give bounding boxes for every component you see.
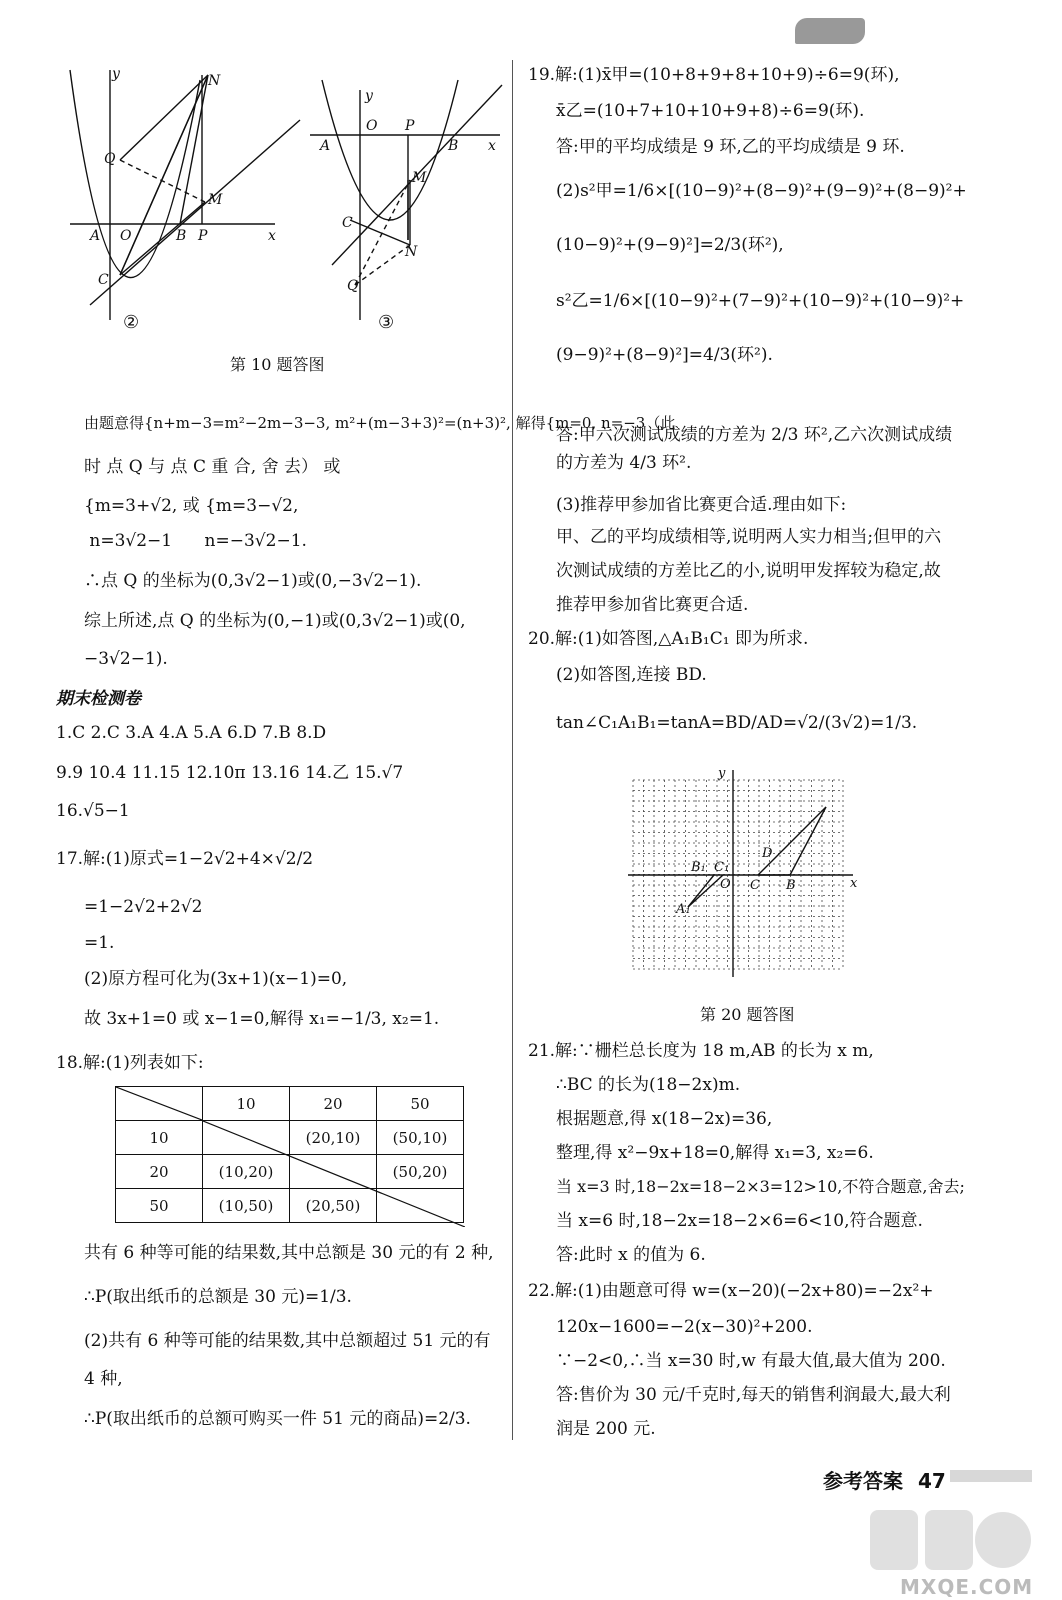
fig20-grid-diagram bbox=[628, 765, 868, 980]
text-line: (2)共有 6 种等可能的结果数,其中总额超过 51 元的有 bbox=[84, 1331, 491, 1351]
text-line: 推荐甲参加省比赛更合适. bbox=[556, 595, 749, 615]
fig10-label: A bbox=[320, 138, 331, 154]
text-line: 答:此时 x 的值为 6. bbox=[556, 1245, 706, 1265]
fig10-diagram bbox=[60, 60, 510, 360]
text-line: 当 x=3 时,18−2x=18−2×3=12>10,不符合题意,舍去; bbox=[556, 1177, 965, 1196]
footer-label: 参考答案 bbox=[823, 1469, 903, 1493]
text-line: (2)s²甲=1/6×[(10−9)²+(8−9)²+(9−9)²+(8−9)²+ bbox=[556, 181, 967, 201]
text-line: 22.解:(1)由题意可得 w=(x−20)(−2x+80)=−2x²+ bbox=[528, 1281, 934, 1301]
fig10-label: C bbox=[342, 215, 353, 231]
fig20-label: C bbox=[750, 878, 760, 893]
table-cell: 50 bbox=[116, 1189, 203, 1223]
fig10-label: y bbox=[365, 88, 373, 104]
text-line: 120x−1600=−2(x−30)²+200. bbox=[556, 1317, 813, 1337]
footer-bar bbox=[950, 1470, 1032, 1482]
fig10-label: B bbox=[448, 138, 459, 154]
text-line: tan∠C₁A₁B₁=tanA=BD/AD=√2/(3√2)=1/3. bbox=[556, 713, 918, 733]
page-footer bbox=[823, 1465, 946, 1494]
text-line: ∴P(取出纸币的总额是 30 元)=1/3. bbox=[84, 1287, 352, 1307]
text-line: 润是 200 元. bbox=[556, 1419, 656, 1439]
text-line: s²乙=1/6×[(10−9)²+(7−9)²+(10−9)²+(10−9)²+ bbox=[556, 291, 965, 311]
watermark-text: MXQE.COM bbox=[900, 1575, 1034, 1599]
text-line: 由题意得{n+m−3=m²−2m−3−3, m²+(m−3+3)²=(n+3)², 解得{m=0, n=−3（此 bbox=[84, 414, 676, 432]
text-line: {m=3+√2, 或 {m=3−√2, bbox=[84, 496, 299, 516]
text-line: (2)原方程可化为(3x+1)(x−1)=0, bbox=[84, 969, 348, 989]
section-heading: 期末检测卷 bbox=[56, 689, 141, 709]
text-line: 的方差为 4/3 环². bbox=[556, 453, 692, 473]
fig20-label: C₁ bbox=[714, 860, 730, 875]
text-line: 4 种, bbox=[84, 1369, 123, 1389]
text-line: 次测试成绩的方差比乙的小,说明甲发挥较为稳定,故 bbox=[556, 561, 941, 581]
text-line: 16.√5−1 bbox=[56, 801, 130, 821]
table-cell: (20,50) bbox=[290, 1189, 377, 1223]
text-line: 整理,得 x²−9x+18=0,解得 x₁=3, x₂=6. bbox=[556, 1143, 874, 1163]
fig10-label: M bbox=[412, 170, 427, 186]
fig10-label: B bbox=[176, 228, 187, 244]
text-line: n=3√2−1 n=−3√2−1. bbox=[84, 531, 307, 551]
text-line: 答:甲的平均成绩是 9 环,乙的平均成绩是 9 环. bbox=[556, 137, 905, 157]
text-line: 21.解:∵栅栏总长度为 18 m,AB 的长为 x m, bbox=[528, 1041, 874, 1061]
text-line: 9.9 10.4 11.15 12.10π 13.16 14.乙 15.√7 bbox=[56, 763, 404, 783]
fig10-label: N bbox=[405, 244, 418, 260]
page-number: 47 bbox=[917, 1469, 946, 1493]
text-line: −3√2−1). bbox=[84, 649, 168, 669]
table-header-cell: 20 bbox=[290, 1087, 377, 1121]
text-line: (3)推荐甲参加省比赛更合适.理由如下: bbox=[556, 495, 847, 515]
fig10-label: N bbox=[208, 73, 221, 89]
text-line: 甲、乙的平均成绩相等,说明两人实力相当;但甲的六 bbox=[556, 527, 942, 547]
column-divider bbox=[512, 60, 513, 1440]
fig20-label: B bbox=[786, 878, 796, 893]
text-line: 答:甲六次测试成绩的方差为 2/3 环²,乙六次测试成绩 bbox=[556, 425, 953, 445]
table-cell: (10,50) bbox=[203, 1189, 290, 1223]
table-header-cell: 10 bbox=[203, 1087, 290, 1121]
corner-decoration bbox=[795, 18, 865, 44]
text-line: 故 3x+1=0 或 x−1=0,解得 x₁=−1/3, x₂=1. bbox=[84, 1009, 440, 1029]
fig10-label: Q bbox=[347, 278, 359, 294]
text-line: =1−2√2+2√2 bbox=[84, 897, 203, 917]
fig10-sublabel-3: ③ bbox=[378, 312, 395, 333]
text-line: (9−9)²+(8−9)²]=4/3(环²). bbox=[556, 345, 773, 365]
fig10-label: C bbox=[98, 272, 109, 288]
fig10-sublabel-2: ② bbox=[123, 312, 140, 333]
text-line: 综上所述,点 Q 的坐标为(0,−1)或(0,3√2−1)或(0, bbox=[84, 611, 466, 631]
table-cell: 20 bbox=[116, 1155, 203, 1189]
fig20-label: y bbox=[718, 766, 726, 781]
fig10-label: P bbox=[405, 118, 415, 134]
text-line: ∵−2<0,∴当 x=30 时,w 有最大值,最大值为 200. bbox=[556, 1351, 946, 1371]
fig10-label: x bbox=[488, 138, 496, 154]
fig10-label: M bbox=[208, 192, 223, 208]
table-cell: (10,20) bbox=[203, 1155, 290, 1189]
table-cell: 10 bbox=[116, 1121, 203, 1155]
fig10-label: P bbox=[198, 228, 208, 244]
text-line: 1.C 2.C 3.A 4.A 5.A 6.D 7.B 8.D bbox=[56, 723, 327, 743]
text-line: 19.解:(1)x̄甲=(10+8+9+8+10+9)÷6=9(环), bbox=[528, 65, 900, 85]
fig20-label: B₁ bbox=[691, 860, 706, 875]
fig10-label: O bbox=[366, 118, 378, 134]
table-corner-cell bbox=[116, 1087, 203, 1121]
table-header-cell: 50 bbox=[377, 1087, 464, 1121]
table-cell: (50,10) bbox=[377, 1121, 464, 1155]
text-line: 根据题意,得 x(18−2x)=36, bbox=[556, 1109, 773, 1129]
text-line: 18.解:(1)列表如下: bbox=[56, 1053, 204, 1073]
text-line: 当 x=6 时,18−2x=18−2×6=6<10,符合题意. bbox=[556, 1211, 923, 1231]
fig10-caption: 第 10 题答图 bbox=[230, 355, 325, 374]
text-line: (10−9)²+(9−9)²]=2/3(环²), bbox=[556, 235, 784, 255]
fig10-label: y bbox=[112, 66, 120, 82]
fig10-label: Q bbox=[104, 151, 116, 167]
fig20-label: A₁ bbox=[676, 902, 691, 917]
text-line: 答:售价为 30 元/千克时,每天的销售利润最大,最大利 bbox=[556, 1385, 951, 1405]
fig20-caption: 第 20 题答图 bbox=[700, 1005, 795, 1024]
fig20-label: x bbox=[850, 876, 858, 891]
text-line: 时 点 Q 与 点 C 重 合, 舍 去） 或 bbox=[84, 457, 341, 477]
table-diagonal-line bbox=[203, 1121, 465, 1227]
text-line: (2)如答图,连接 BD. bbox=[556, 665, 707, 685]
text-line: x̄乙=(10+7+10+10+9+8)÷6=9(环). bbox=[556, 101, 865, 121]
fig10-label: O bbox=[120, 228, 132, 244]
text-line: ∴P(取出纸币的总额可购买一件 51 元的商品)=2/3. bbox=[84, 1409, 471, 1429]
text-line: =1. bbox=[84, 933, 115, 953]
text-line: ∴点 Q 的坐标为(0,3√2−1)或(0,−3√2−1). bbox=[84, 571, 422, 591]
fig20-label: O bbox=[720, 877, 731, 892]
fig10-label: x bbox=[268, 228, 276, 244]
fig20-label: D bbox=[762, 846, 773, 861]
text-line: 17.解:(1)原式=1−2√2+4×√2/2 bbox=[56, 849, 314, 869]
table-cell: (20,10) bbox=[290, 1121, 377, 1155]
text-line: 共有 6 种等可能的结果数,其中总额是 30 元的有 2 种, bbox=[84, 1243, 494, 1263]
table-cell: (50,20) bbox=[377, 1155, 464, 1189]
text-line: ∴BC 的长为(18−2x)m. bbox=[556, 1075, 741, 1095]
text-line: 20.解:(1)如答图,△A₁B₁C₁ 即为所求. bbox=[528, 629, 809, 649]
fig10-label: A bbox=[90, 228, 101, 244]
